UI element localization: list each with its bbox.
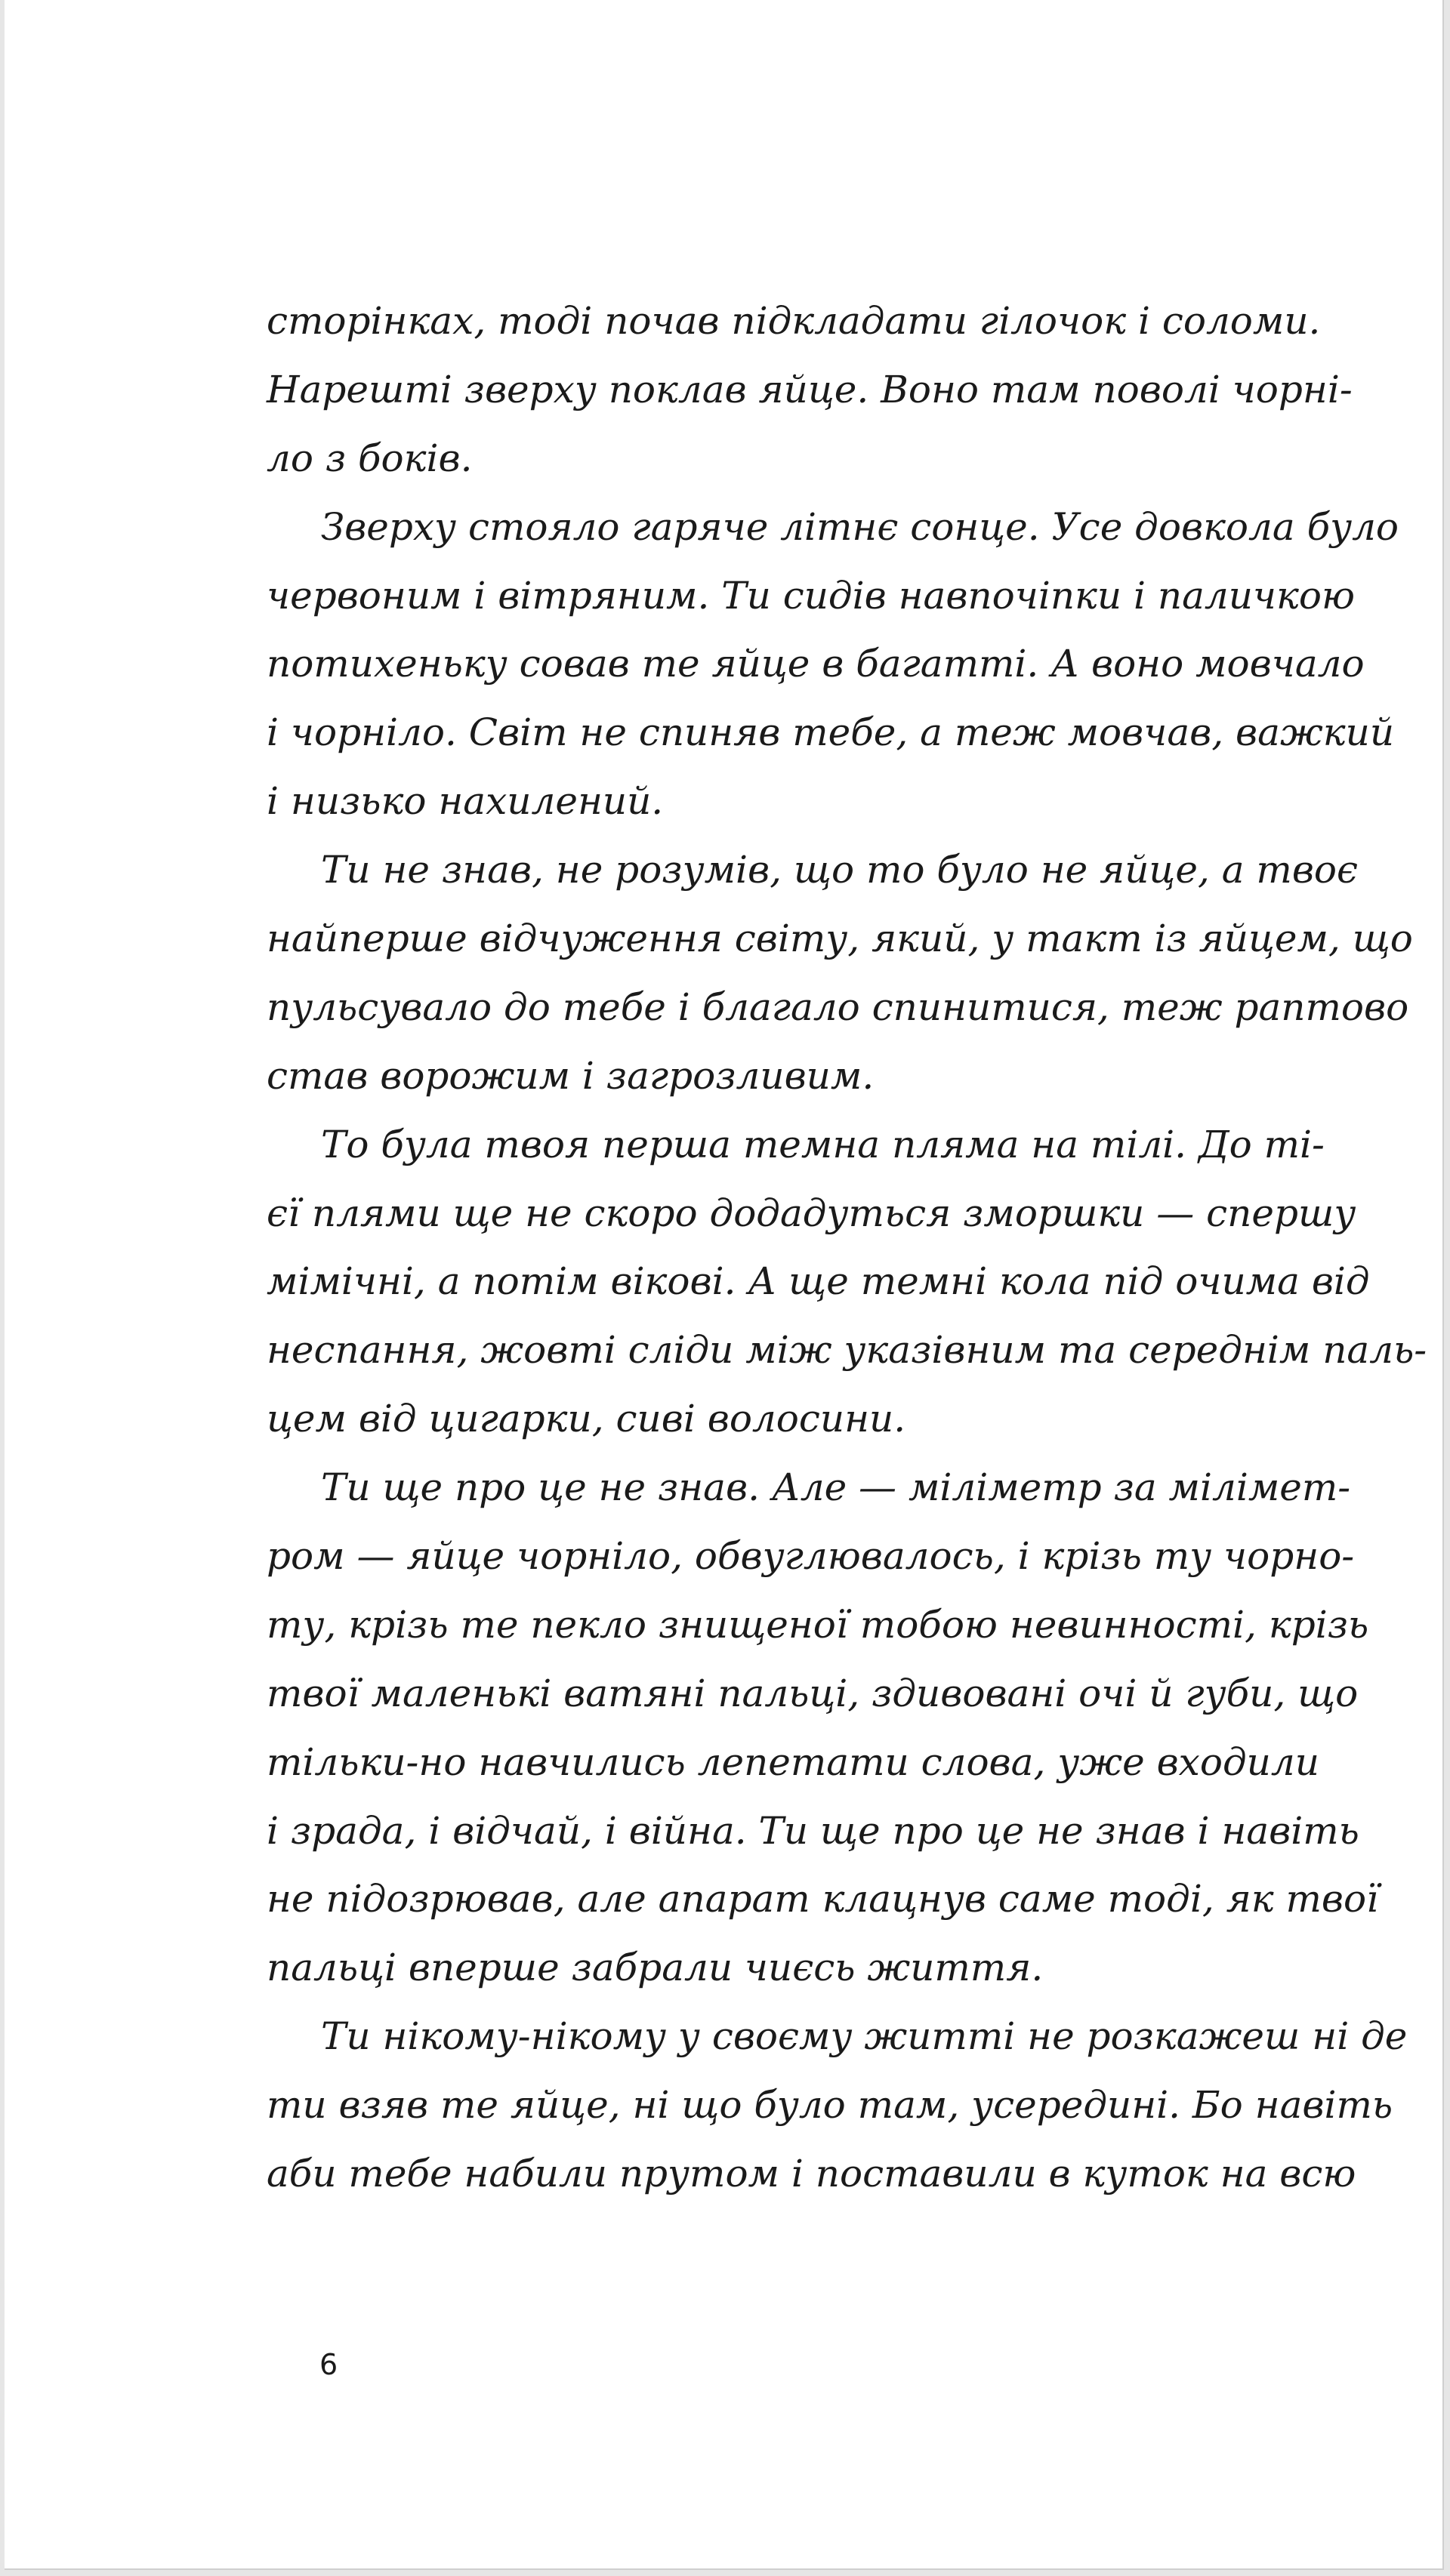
text-line: ло з боків. — [267, 436, 473, 480]
text-line: Ти ще про це не знав. Але — міліметр за мілімет- — [321, 1465, 1351, 1510]
body-text — [267, 287, 1427, 2208]
text-line: і чорніло. Світ не спиняв тебе, а теж мовчав, важкий — [267, 710, 1395, 755]
text-line: мімічні, а потім вікові. А ще темні кола під очима від — [267, 1259, 1370, 1304]
text-line: і зрада, і відчай, і війна. Ти ще про це не знав і навіть — [267, 1808, 1359, 1853]
text-line: ти взяв те яйце, ні що було там, усередині. Бо навіть — [267, 2083, 1393, 2128]
page-number: 6 — [319, 2348, 338, 2381]
text-line: єї плями ще не скоро додадуться зморшки — спершу — [267, 1191, 1356, 1235]
text-line: і низько нахилений. — [267, 779, 664, 824]
book-page — [5, 0, 1444, 2570]
text-line: тільки-но навчились лепетати слова, уже входили — [267, 1739, 1319, 1784]
text-line: цем від цигарки, сиві волосини. — [267, 1397, 906, 1441]
text-line: Зверху стояло гаряче літнє сонце. Усе довкола було — [321, 504, 1399, 549]
text-line: сторінках, тоді почав підкладати гілочок і соломи. — [267, 299, 1321, 343]
text-line: Нарешті зверху поклав яйце. Воно там поволі чорні- — [267, 367, 1353, 411]
text-line: найперше відчуження світу, який, у такт із яйцем, що — [267, 917, 1413, 961]
text-line: пальці вперше забрали чиєсь життя. — [267, 1946, 1044, 1990]
text-line: ту, крізь те пекло знищеної тобою невинності, крізь — [267, 1602, 1369, 1647]
text-line: червоним і вітряним. Ти сидів навпочіпки і паличкою — [267, 573, 1356, 618]
text-line: ром — яйце чорніло, обвуглювалось, і крізь ту чорно- — [267, 1534, 1355, 1579]
text-line: не підозрював, але апарат клацнув саме тоді, як твої — [267, 1877, 1379, 1921]
text-line: твої маленькі ватяні пальці, здивовані очі й губи, що — [267, 1671, 1359, 1715]
text-line: став ворожим і загрозливим. — [267, 1053, 875, 1098]
text-line: То була твоя перша темна пляма на тілі. До ті- — [321, 1122, 1325, 1166]
text-line: потихеньку совав те яйце в багатті. А воно мовчало — [267, 642, 1365, 686]
text-line: Ти не знав, не розумів, що то було не яйце, а твоє — [321, 848, 1359, 892]
text-line: пульсувало до тебе і благало спинитися, теж раптово — [267, 984, 1409, 1029]
text-line: аби тебе набили прутом і поставили в куток на всю — [267, 2152, 1356, 2196]
text-line: неспання, жовті сліди між указівним та середнім паль- — [267, 1328, 1427, 1373]
text-line: Ти нікому-нікому у своєму житті не розкажеш ні де — [321, 2014, 1408, 2059]
